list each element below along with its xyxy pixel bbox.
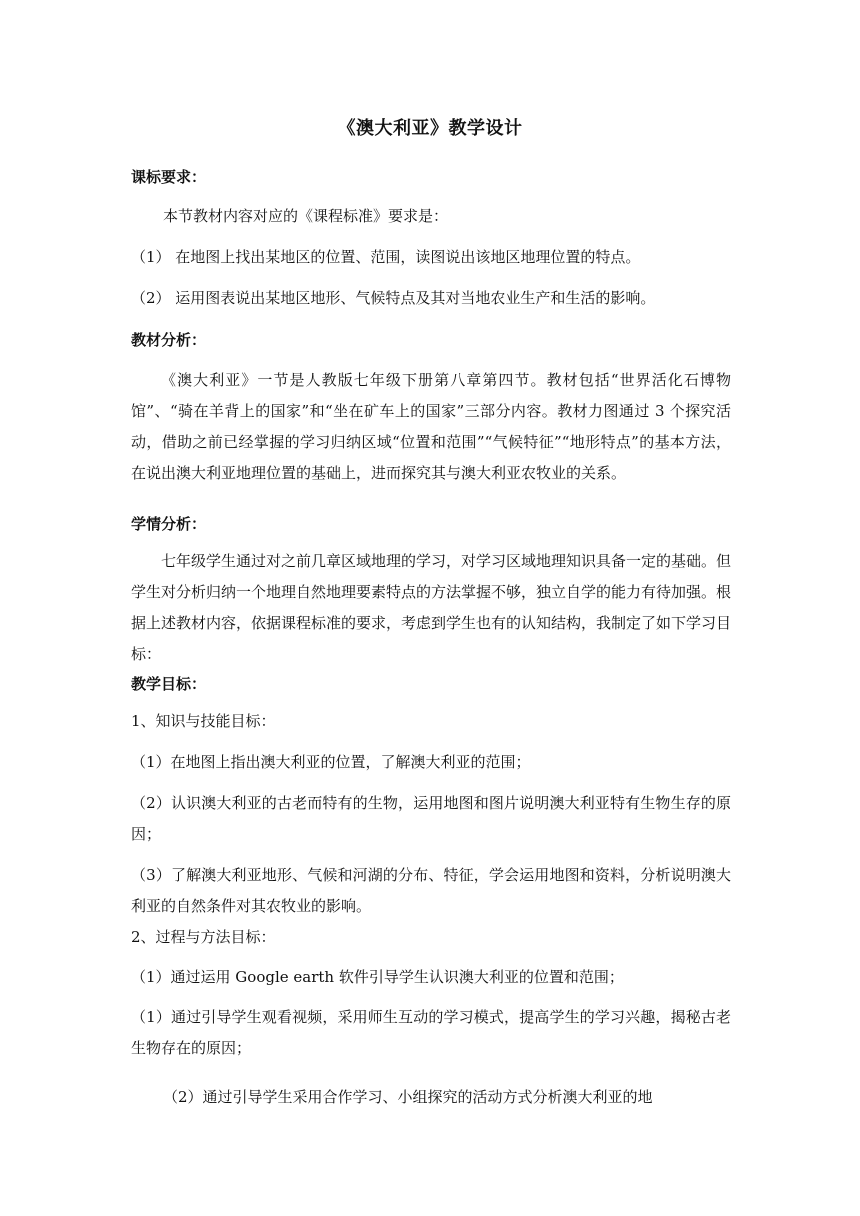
process-goal-1: （1）通过运用 Google earth 软件引导学生认识澳大利亚的位置和范围；: [131, 968, 624, 986]
textbook-paragraph: 《澳大利亚》一节是人教版七年级下册第八章第四节。教材包括“世界活化石博物馆”、“骑在羊背上的国家”和“坐在矿车上的国家”三部分内容。教材力图通过 3 个探究活动，借助之前已经掌握的学习归纳区域“位置和范围”“气候特征”“地形特点”的基本方法，在说出澳大利亚地理位置的基础上，进而探究其与澳大利亚农牧业的关系。: [131, 371, 731, 482]
knowledge-goal-3: （3）了解澳大利亚地形、气候和河湖的分布、特征，学会运用地图和资料，分析说明澳大利亚的自然条件对其农牧业的影响。: [131, 866, 731, 915]
students-paragraph: 七年级学生通过对之前几章区域地理的学习，对学习区域地理知识具备一定的基础。但学生对分析归纳一个地理自然地理要素特点的方法掌握不够，独立自学的能力有待加强。根据上述教材内容，依据课程标准的要求，考虑到学生也有的认知结构，我制定了如下学习目标：: [131, 552, 732, 663]
process-goals-title: 2、过程与方法目标：: [131, 928, 276, 946]
curriculum-intro: 本节教材内容对应的《课程标准》要求是：: [163, 207, 449, 225]
document-title: 《澳大利亚》教学设计: [337, 118, 523, 139]
knowledge-goal-2: （2）认识澳大利亚的古老而特有的生物，运用地图和图片说明澳大利亚特有生物生存的原因；: [131, 794, 731, 843]
curriculum-heading: 课标要求：: [131, 168, 207, 186]
process-goal-2: （1）通过引导学生观看视频，采用师生互动的学习模式，提高学生的学习兴趣，揭秘古老生物存在的原因；: [131, 1008, 731, 1057]
textbook-heading: 教材分析：: [131, 331, 207, 349]
knowledge-goal-1: （1）在地图上指出澳大利亚的位置，了解澳大利亚的范围；: [131, 753, 531, 771]
goals-heading: 教学目标：: [131, 675, 207, 693]
process-goal-3: （2）通过引导学生采用合作学习、小组探究的活动方式分析澳大利亚的地: [163, 1088, 653, 1106]
curriculum-item-2: （2） 运用图表说出某地区地形、气候特点及其对当地农业生产和生活的影响。: [131, 289, 656, 307]
students-heading: 学情分析：: [131, 515, 207, 533]
knowledge-goals-title: 1、知识与技能目标：: [131, 712, 276, 730]
curriculum-item-1: （1） 在地图上找出某地区的位置、范围，读图说出该地区地理位置的特点。: [131, 248, 641, 266]
